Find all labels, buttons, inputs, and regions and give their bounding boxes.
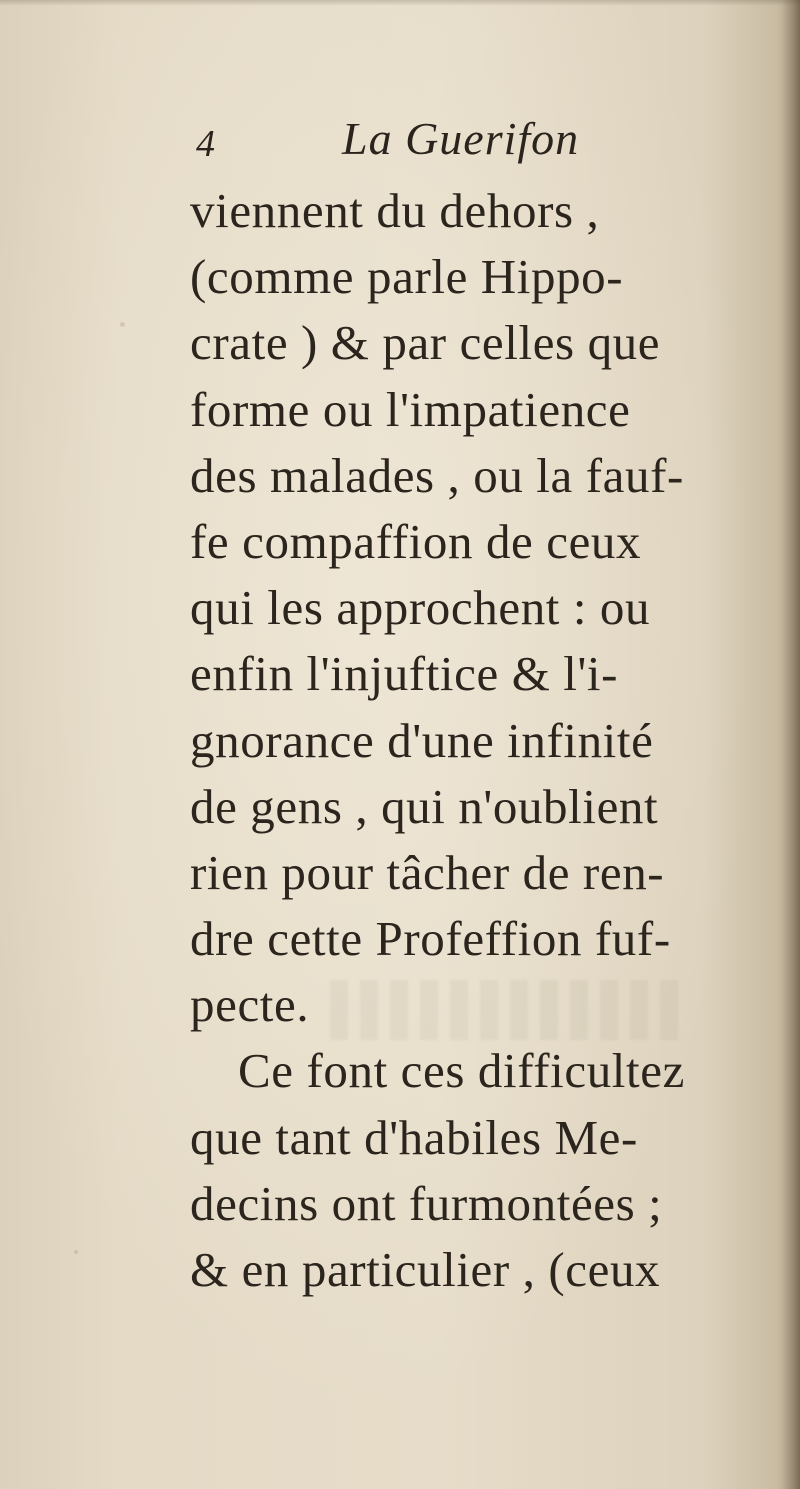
text-line: crate ) & par celles que — [190, 315, 661, 371]
page-header — [196, 112, 716, 172]
text-line: viennent du dehors , — [190, 183, 600, 238]
text-line: decins ont furmontées ; — [190, 1175, 663, 1231]
text-line: pecte. — [190, 977, 310, 1033]
text-line: qui les approchent : ou — [190, 580, 651, 636]
text-line: enfin l'injuftice & l'i- — [190, 646, 619, 702]
text-line: dre cette Profeffion fuf- — [190, 911, 671, 967]
paragraph-start-line: Ce font ces difficultez — [238, 1043, 685, 1099]
text-line: forme ou l'impatience — [190, 381, 631, 437]
text-line: (comme parle Hippo- — [190, 249, 624, 305]
text-line: des malades , ou la fauf- — [190, 447, 684, 503]
text-line: rien pour tâcher de ren- — [190, 844, 665, 900]
text-line: que tant d'habiles Me- — [190, 1109, 638, 1165]
body-text — [190, 178, 760, 1303]
page-number: 4 — [196, 123, 215, 165]
text-line: fe compaffion de ceux — [190, 513, 642, 569]
page-top-edge-shadow — [0, 0, 800, 6]
running-title: La Guerifon — [342, 113, 580, 164]
paper-foxing-spot — [74, 1250, 78, 1254]
text-line: & en particulier , (ceux — [190, 1242, 661, 1297]
text-line: gnorance d'une infinité — [190, 712, 654, 768]
paper-foxing-spot — [120, 322, 125, 327]
text-line: de gens , qui n'oublient — [190, 778, 659, 834]
